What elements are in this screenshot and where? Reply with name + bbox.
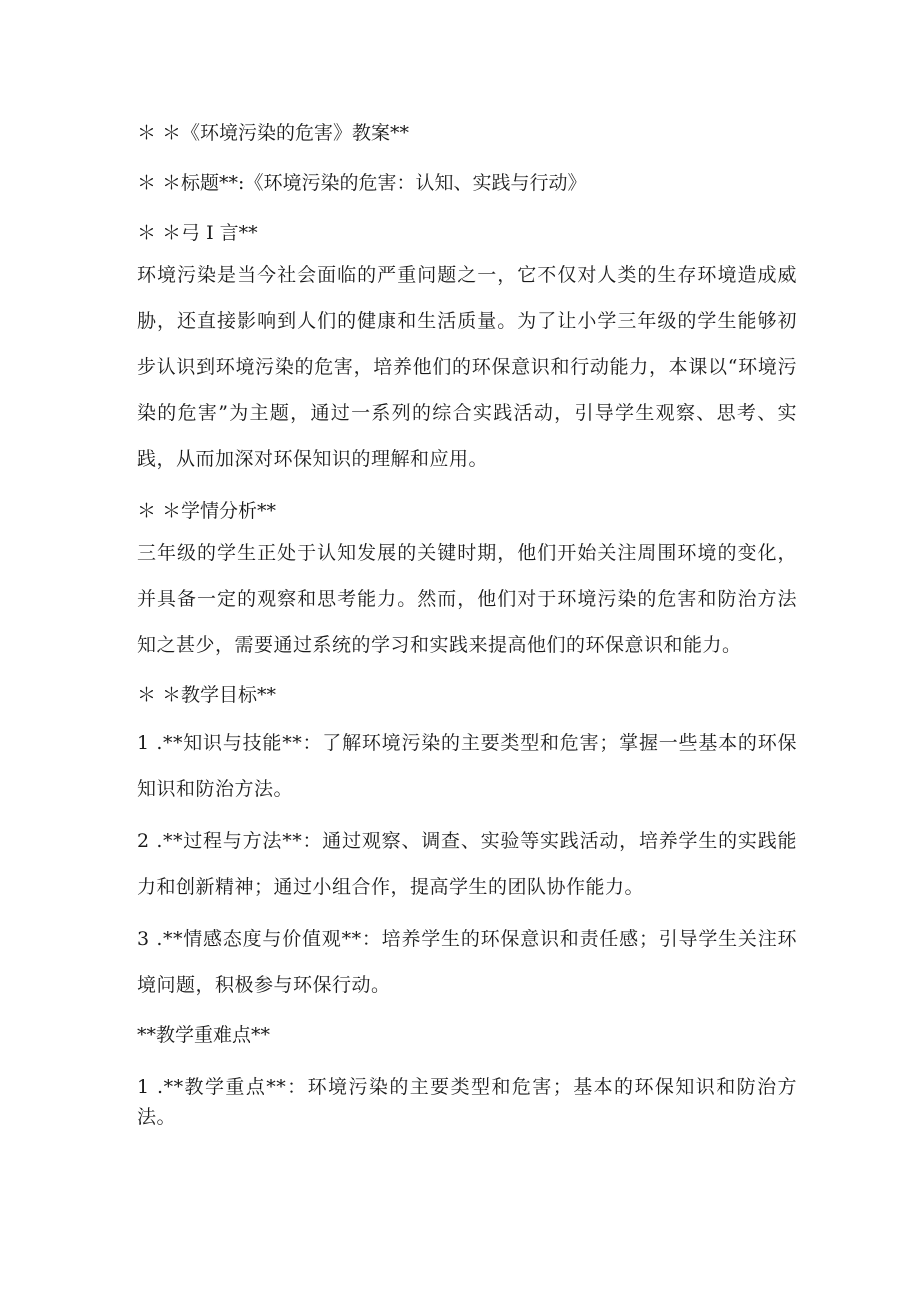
goal-item-2: 2 .**过程与方法**：通过观察、调查、实验等实践活动，培养学生的实践能力和创新精神；通过小组合作，提高学生的团队协作能力。 <box>137 830 797 898</box>
key-point-item-1: 1 .**教学重点**：环境污染的主要类型和危害；基本的环保知识和防治方法。 <box>137 1076 797 1128</box>
goals-heading: ＊ ＊教学目标** <box>137 684 277 706</box>
goal-item-1: 1 .**知识与技能**：了解环境污染的主要类型和危害；掌握一些基本的环保知识和防治方法。 <box>137 732 797 800</box>
document-subtitle: ＊ ＊标题**:《环境污染的危害：认知、实践与行动》 <box>137 172 587 194</box>
goal-item-3: 3 .**情感态度与价值观**：培养学生的环保意识和责任感；引导学生关注环境问题，积极参与环保行动。 <box>137 928 797 996</box>
intro-heading: ＊ ＊弓 I 言** <box>137 222 258 244</box>
document-title: ＊ ＊《环境污染的危害》教案** <box>137 122 410 144</box>
analysis-heading: ＊ ＊学情分析** <box>137 500 277 522</box>
intro-paragraph: 环境污染是当今社会面临的严重问题之一，它不仅对人类的生存环境造成威胁，还直接影响到人们的健康和生活质量。为了让小学三年级的学生能够初步认识到环境污染的危害，培养他们的环保意识和行动能力，本课以“环境污染的危害”为主题，通过一系列的综合实践活动，引导学生观察、思考、实践，从而加深对环保知识的理解和应用。 <box>137 264 797 470</box>
document-page <box>137 112 797 1132</box>
analysis-paragraph: 三年级的学生正处于认知发展的关键时期，他们开始关注周围环境的变化，并具备一定的观察和思考能力。然而，他们对于环境污染的危害和防治方法知之甚少，需要通过系统的学习和实践来提高他们的环保意识和能力。 <box>137 542 797 656</box>
key-points-heading: **教学重难点** <box>137 1024 271 1046</box>
